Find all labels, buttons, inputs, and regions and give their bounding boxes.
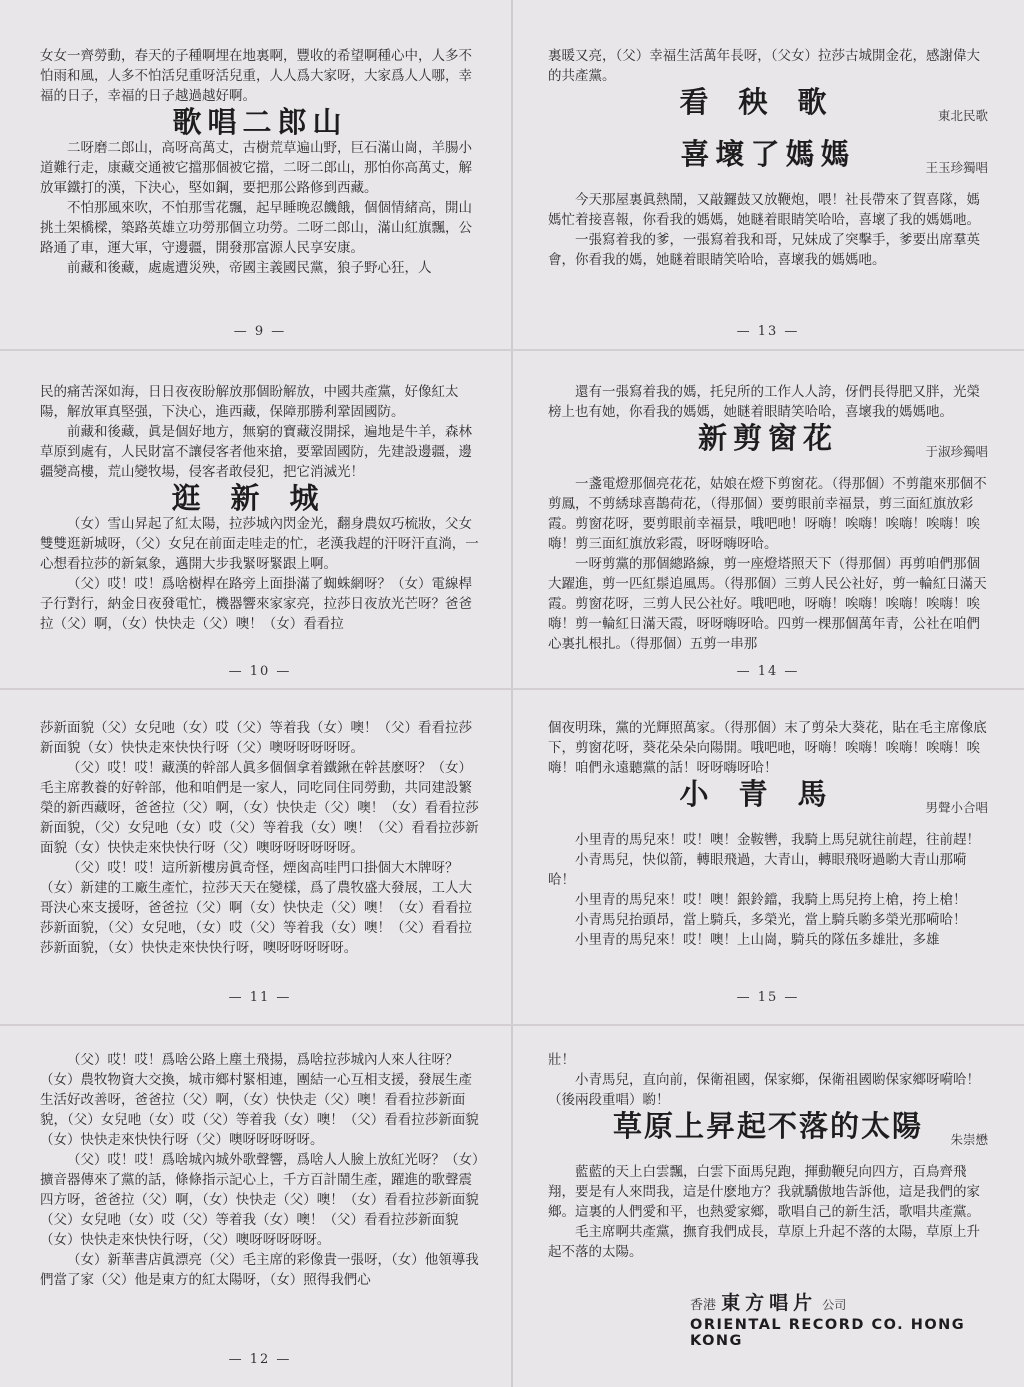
song-text: 小青馬兒，快似箭，轉眼飛過，大青山，轉眼飛呀過喲大青山那嗬哈！ xyxy=(548,852,967,888)
song-text: 小里青的馬兒來！哎！噢！上山崗，騎兵的隊伍多雄壯，多雄 xyxy=(575,932,940,948)
page-12-panel xyxy=(40,1050,480,1290)
page-number: — 15 — xyxy=(736,990,800,1005)
page-number: — 11 — xyxy=(228,990,292,1005)
song-text: 一呀剪黨的那個總路線，剪一座燈塔照天下（得那個）再剪咱們那個大躍進，剪一匹紅鬃追風馬。（得那個）三剪人民公社好，剪一輪紅日滿天霞。剪窗花呀，三剪人民公社好。哦吧吔，呀嗨！唉嗨！唉嗨！唉嗨！唉嗨！剪一輪紅日滿天霞，呀呀嗨呀哈。四剪一棵那個萬年青，公社在咱們心裏扎根扎。（得那個）五剪一串那 xyxy=(548,556,987,652)
song-text: 還有一張寫着我的媽，托兒所的工作人人誇，伢們長得肥又胖，光榮榜上也有她，你看我的媽媽，她瞇着眼睛笑哈哈，喜壞我的媽媽吔。 xyxy=(548,384,980,420)
page-13-panel xyxy=(548,46,988,270)
song-title-guangxincheng: 逛新城 xyxy=(171,481,349,515)
song-text: （父）哎！哎！爲啥城內城外歌聲響，爲啥人人臉上放紅光呀？（女）擴音器傳來了黨的話，條條指示記心上，千方百計鬧生產，躍進的歌聲震四方呀，爸爸拉（父）啊，（女）快快走（父）噢！（女）看看拉莎新面貌（父）女兒吔（女）哎（父）等着我（女）噢！（父）看看拉莎新面貌（女）快快走來快快行呀，（父）噢呀呀呀呀呀。 xyxy=(40,1152,479,1248)
page-16-panel xyxy=(548,1050,988,1262)
song-text: 一盞電燈那個亮花花，姑娘在燈下剪窗花。（得那個）不剪龍來那個不剪鳳，不剪綉球喜鵲荷花，（得那個）要剪眼前幸福景，剪三面紅旗放彩霞。剪窗花呀，要剪眼前幸福景，哦吧吔！呀嗨！唉嗨！唉嗨！唉嗨！唉嗨！剪三面紅旗放彩霞，呀呀嗨呀哈。 xyxy=(548,476,987,552)
singer-credit: 男聲小合唱 xyxy=(925,800,988,815)
page-number: — 9 — xyxy=(233,324,287,339)
vertical-fold-line xyxy=(511,0,513,1387)
song-text: 小青馬兒抬頭昂，當上騎兵，多榮光，當上騎兵喲多榮光那嗬哈！ xyxy=(575,912,967,928)
song-text: 毛主席啊共產黨，撫育我們成長，草原上升起不落的太陽，草原上升起不落的太陽。 xyxy=(548,1224,980,1260)
page-14-panel xyxy=(548,382,988,654)
song-text: 小里青的馬兒來！哎！噢！金鞍轡，我騎上馬兒就往前趕，往前趕！ xyxy=(575,832,980,848)
singer-credit: 東北民歌 xyxy=(937,108,988,123)
fold-line xyxy=(0,1024,1024,1026)
song-text: 二呀磨二郎山，高呀高萬丈，古樹荒草遍山野，巨石滿山崗，羊腸小道難行走，康藏交通被它擋那個被它擋，二呀二郎山，那怕你高萬丈，解放軍鐵打的漢，下決心，堅如鋼，要把那公路修到西藏。 xyxy=(40,140,472,196)
song-title-caoyuan: 草原上昇起不落的太陽 xyxy=(612,1109,923,1143)
song-text: 個夜明珠，黨的光輝照萬家。（得那個）末了剪朵大葵花，貼在毛主席像底下，剪窗花呀，葵花朵朵向陽開。哦吧吔，呀嗨！唉嗨！唉嗨！唉嗨！唉嗨！咱們永遠聽黨的話！呀呀嗨呀哈！ xyxy=(548,720,987,776)
song-text: 女女一齊勞動，春天的子種啊埋在地裏啊，豐收的希望啊種心中，人多不怕雨和風，人多不怕活兒重呀活兒重，人人爲大家呀，大家爲人人哪，幸福的日子，幸福的日子越過越好啊。 xyxy=(40,48,472,104)
singer-credit: 于淑珍獨唱 xyxy=(925,444,988,459)
song-title-xinjianchuanghua: 新剪窗花 xyxy=(697,421,838,455)
record-company-brand xyxy=(690,1288,990,1349)
song-text: （父）哎！哎！藏漢的幹部人眞多個個拿着鐵鍬在幹甚麽呀？（女）毛主席教養的好幹部，他和咱們是一家人，同吃同住同勞動，共同建設繁榮的新西藏呀，爸爸拉（父）啊，（女）快快走（父）噢！（女）看看拉莎新面貌，（父）女兒吔（女）哎（父）等着我（女）噢！（父）看看拉莎新面貌（女）快快走來快快行呀（父）噢呀呀呀呀呀呀。 xyxy=(40,760,479,856)
song-text: 前藏和後藏，處處遭災殃，帝國主義國民黨，狼子野心狂，人 xyxy=(67,260,432,276)
song-text: （女）新華書店眞漂亮（父）毛主席的彩像貴一張呀，（女）他領導我們當了家（父）他是東方的紅太陽呀，（女）照得我們心 xyxy=(40,1252,479,1288)
song-text: 不怕那風來吹，不怕那雪花飄，起早睡晚忍饑餓，個個情緒高，開山挑土架橋樑，築路英雄立功勞那個立功勞。二呀二郎山，滿山紅旗飄，公路通了車，運大軍，守邊疆，開發那富源人民享安康。 xyxy=(40,200,472,256)
song-text: （女）雪山昇起了紅太陽，拉莎城內閃金光，翻身農奴巧梳妝，父女雙雙逛新城呀，（父）女兒在前面走哇走的忙，老漢我趕的汗呀汗直淌，一心想看拉莎的新氣象，邁開大步我緊呀緊跟上啊。 xyxy=(40,516,479,572)
brand-location: 香港 xyxy=(690,1298,717,1313)
page-10-panel xyxy=(40,382,480,634)
song-text: （父）哎！哎！爲啥樹桿在路旁上面掛滿了蜘蛛網呀？（女）電線桿子行對行，納金日夜發電忙，機器響來家家亮，拉莎日夜放光芒呀？爸爸拉（父）啊，（女）快快走（父）噢！（女）看看拉 xyxy=(40,576,472,632)
song-title-xiaoqingma: 小青馬 xyxy=(679,777,857,811)
song-text: 壯！ xyxy=(548,1052,575,1068)
brand-english-name: ORIENTAL RECORD CO. HONG KONG xyxy=(690,1317,966,1349)
page-9-panel xyxy=(40,46,480,278)
song-title-xihuailemama: 喜壞了媽媽 xyxy=(680,137,856,171)
song-text: （父）哎！哎！爲啥公路上塵土飛揚，爲啥拉莎城內人來人往呀？（女）農牧物資大交換，城市鄉村緊相連，團結一心互相支援，發展生產生活好改善呀，爸爸拉（父）啊，（女）快快走（父）噢！看看拉莎新面貌，（父）女兒吔（女）哎（父）等着我（女）噢！（父）看看拉莎新面貌（女）快快走來快快行呀（父）噢呀呀呀呀呀。 xyxy=(40,1052,479,1148)
page-number: — 13 — xyxy=(736,324,800,339)
song-text: 民的痛苦深如海，日日夜夜盼解放那個盼解放，中國共產黨，好像紅太陽，解放軍真堅强，下決心，進西藏，保障那勝利鞏固國防。 xyxy=(40,384,459,420)
song-text: 一張寫着我的爹，一張寫着我和哥，兄妹成了突擊手，爹要出席羣英會，你看我的媽，她瞇着眼睛笑哈哈，喜壞我的媽媽吔。 xyxy=(548,232,980,268)
page-15-panel xyxy=(548,718,988,950)
song-title-erlangshan: 歌唱二郎山 xyxy=(172,105,348,139)
song-text: 小里青的馬兒來！哎！噢！銀鈴鐺，我騎上馬兒挎上槍，挎上槍！ xyxy=(575,892,967,908)
song-title-kanyangge: 看秧歌 xyxy=(679,85,857,119)
page-number: — 14 — xyxy=(736,664,800,679)
song-text: 前藏和後藏，眞是個好地方，無窮的寶藏沒開採，遍地是牛羊，森林草原到處有，人民財富不讓侵客者他來搶，要鞏固國防，先建設邊疆，邊疆變高樓，荒山變牧場，侵客者敢侵犯，把它消滅光！ xyxy=(40,424,472,480)
song-text: 今天那屋裏眞熱鬧，又敲鑼鼓又放鞭炮，喂！社長帶來了賀喜隊，媽媽忙着接喜報，你看我的媽媽，她瞇着眼睛笑哈哈，喜壞了我的媽媽吔。 xyxy=(548,192,980,228)
page-number: — 12 — xyxy=(228,1352,292,1367)
singer-credit: 朱崇懋 xyxy=(950,1132,988,1147)
fold-line xyxy=(0,688,1024,690)
song-text: 藍藍的天上白雲飄，白雲下面馬兒跑，揮動鞭兒向四方，百鳥齊飛翔，要是有人來問我，這是什麽地方？我就驕傲地告訴他，這是我們的家鄉。這裏的人們愛和平，也熱愛家鄉，歌唱自己的新生活，歌唱共產黨。 xyxy=(548,1164,980,1220)
page-11-panel xyxy=(40,718,480,958)
page-number: — 10 — xyxy=(228,664,292,679)
song-text: 裏暖又亮，（父）幸福生活萬年長呀，（父女）拉莎古城開金花，感謝偉大的共產黨。 xyxy=(548,48,980,84)
song-text: 小青馬兒，直向前，保衛祖國，保家鄉，保衛祖國喲保家鄉呀嗬哈！（後兩段重唱）喲！ xyxy=(548,1072,980,1108)
song-text: 莎新面貌（父）女兒吔（女）哎（父）等着我（女）噢！（父）看看拉莎新面貌（女）快快走來快快行呀（父）噢呀呀呀呀呀。 xyxy=(40,720,472,756)
fold-line xyxy=(0,349,1024,351)
brand-name: 東方唱片 xyxy=(721,1292,818,1314)
singer-credit: 王玉珍獨唱 xyxy=(925,160,988,175)
song-text: （父）哎！哎！這所新樓房眞奇怪，煙囪高哇門口掛個大木牌呀？（女）新建的工廠生產忙，拉莎天天在變樣，爲了農牧盛大發展，工人大哥決心來支援呀，爸爸拉（父）啊（女）快快走（父）噢！（女）看看拉莎新面貌，（父）女兒吔，（女）哎（父）等着我（女）噢！（父）看看拉莎新面貌，（女）快快走來快快行呀，噢呀呀呀呀呀。 xyxy=(40,860,472,956)
brand-company-suffix: 公司 xyxy=(822,1298,847,1312)
